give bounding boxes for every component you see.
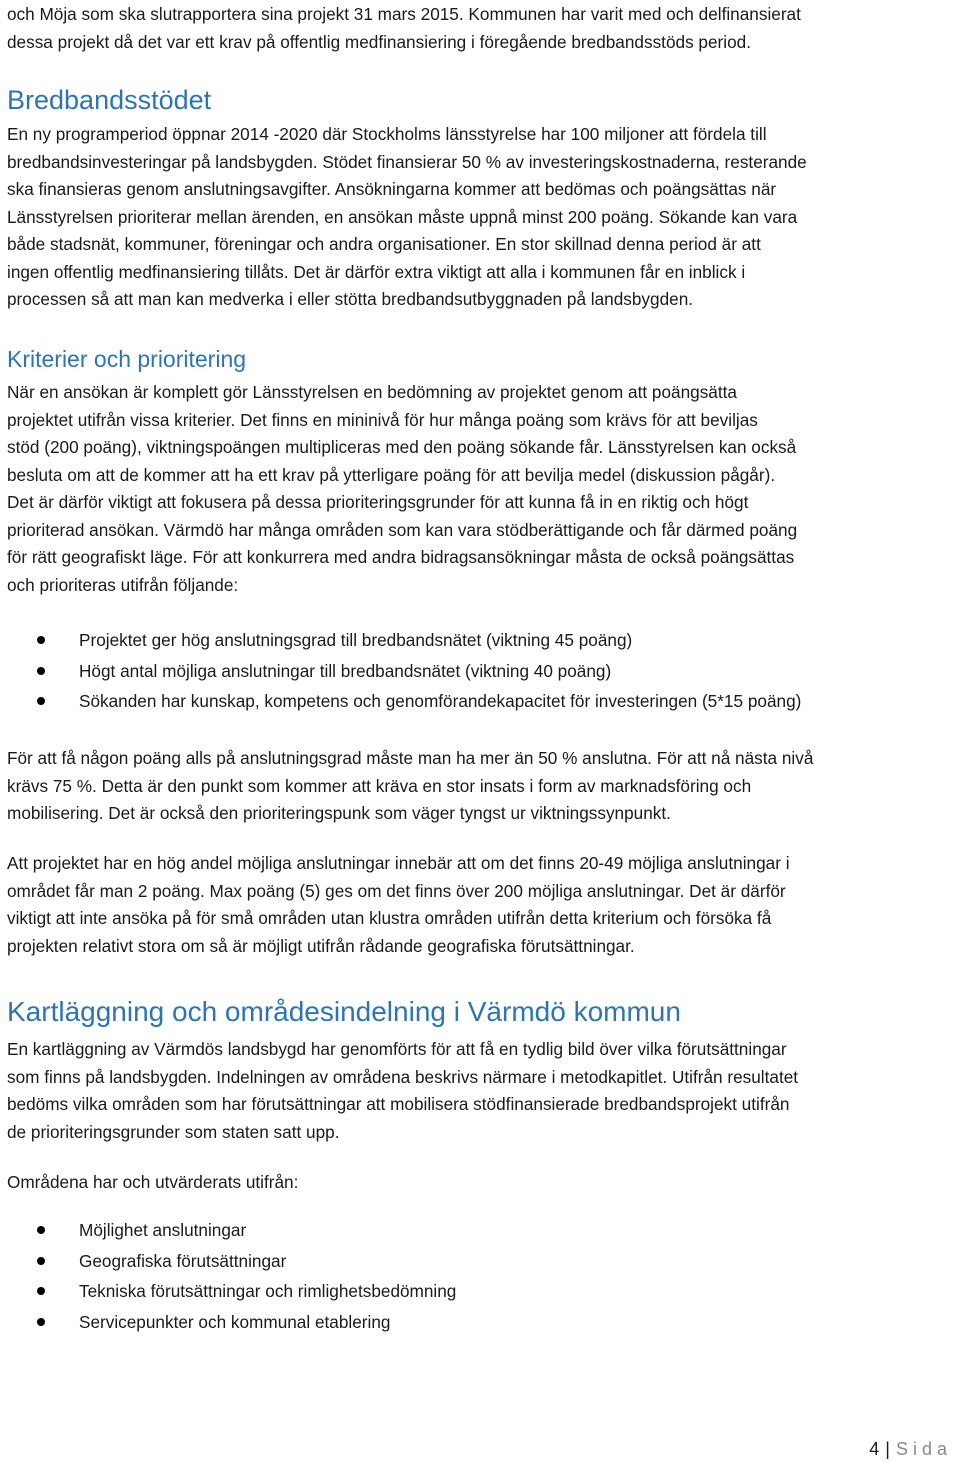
- intro-paragraph: [7, 1, 801, 56]
- list-item: [7, 1246, 955, 1277]
- text-line: stöd (200 poäng), viktningspoängen multipliceras med den poäng sökande får. Länsstyrelsen kan också: [7, 437, 797, 457]
- omradena-intro: Områdena har och utvärderats utifrån:: [7, 1172, 299, 1192]
- list-item: [7, 1307, 955, 1338]
- text-line: de prioriteringsgrunder som staten satt upp.: [7, 1121, 340, 1142]
- heading-kartlaggning: Kartläggning och områdesindelning i Värmdö kommun: [7, 996, 681, 1027]
- text-line: besluta om att de kommer att ha ett krav på ytterligare poäng för att bevilja medel (diskussion pågår).: [7, 464, 776, 485]
- page-number: 4: [869, 1439, 880, 1459]
- text-line: krävs 75 %. Detta är den punkt som kommer att kräva en stor insats i form av marknadsföring och: [7, 775, 752, 796]
- list-item: [7, 1276, 955, 1307]
- text-line: ska finansieras genom anslutningsavgifter. Ansökningarna kommer att bedömas och poängsättas när: [7, 179, 777, 199]
- text-line: Att projektet har en hög andel möjliga anslutningar innebär att om det finns 20-49 möjliga anslutningar i: [7, 853, 790, 873]
- text-line: När en ansökan är komplett gör Länsstyrelsen en bedömning av projektet genom att poängsätta: [7, 382, 737, 402]
- text-line: bredbandsinvesteringar på landsbygden. Stödet finansierar 50 % av investeringskostnaderna, resterande: [7, 151, 807, 172]
- list-item-text: Servicepunkter och kommunal etablering: [79, 1311, 391, 1332]
- kriterier-bullet-list: [7, 625, 955, 717]
- kartlaggning-paragraph: [7, 1036, 955, 1146]
- list-item: [7, 656, 955, 687]
- text-line: prioriterad ansökan. Värmdö har många områden som kan vara stödberättigande och får därmed poäng: [7, 519, 798, 540]
- text-line: området får man 2 poäng. Max poäng (5) ges om det finns över 200 möjliga anslutningar. Det är därför: [7, 880, 786, 901]
- text-line: projekten relativt stora om så är möjligt utifrån rådande geografiska förutsättningar.: [7, 935, 635, 956]
- page-label: Sida: [895, 1439, 952, 1459]
- text-line: både stadsnät, kommuner, föreningar och andra organisationer. En stor skillnad denna period är att: [7, 234, 761, 254]
- kartlaggning-bullet-list: [7, 1215, 955, 1337]
- bullet-icon: [37, 697, 45, 705]
- list-item-text: Projektet ger hög anslutningsgrad till bredbandsnätet (viktning 45 poäng): [79, 630, 633, 650]
- text-line: för rätt geografiskt läge. För att konkurrera med andra bidragsansökningar måsta de också poängsättas: [7, 547, 795, 567]
- bullet-icon: [37, 667, 45, 675]
- text-line: Det är därför viktigt att fokusera på dessa prioriteringsgrunder för att kunna få in en riktig och högt: [7, 492, 749, 512]
- text-line: ingen offentlig medfinansiering tillåts. Det är därför extra viktigt att alla i kommunen får en inblick i: [7, 261, 746, 282]
- anslutningar-paragraph: [7, 850, 955, 960]
- list-item-text: Tekniska förutsättningar och rimlighetsbedömning: [79, 1281, 457, 1301]
- text-line: dessa projekt då det var ett krav på offentlig medfinansiering i föregående bredbandsstöds period.: [7, 31, 751, 52]
- bullet-icon: [37, 1257, 45, 1265]
- bredbandsstodet-paragraph: [7, 121, 807, 314]
- list-item-text: Sökanden har kunskap, kompetens och genomförandekapacitet för investeringen (5*15 poäng): [79, 691, 802, 711]
- text-line: En ny programperiod öppnar 2014 -2020 där Stockholms länsstyrelse har 100 miljoner att fördela till: [7, 124, 767, 144]
- text-line: projektet utifrån vissa kriterier. Det finns en mininivå för hur många poäng som krävs för att beviljas: [7, 409, 758, 430]
- bullet-icon: [37, 1287, 45, 1295]
- text-line: och Möja som ska slutrapportera sina projekt 31 mars 2015. Kommunen har varit med och delfinansierat: [7, 4, 801, 24]
- heading-bredbandsstodet: Bredbandsstödet: [7, 85, 212, 115]
- list-item-text: Geografiska förutsättningar: [79, 1250, 287, 1271]
- list-item-text: Möjlighet anslutningar: [79, 1220, 247, 1240]
- list-item: [7, 625, 955, 656]
- text-line: bedöms vilka områden som har förutsättningar att mobilisera stödfinansierade bredbandsprojekt utifrån: [7, 1094, 790, 1114]
- list-item: [7, 1215, 955, 1246]
- text-line: som finns på landsbygden. Indelningen av områdena beskrivs närmare i metodkapitlet. Utifrån resultatet: [7, 1066, 799, 1087]
- list-item-text: Högt antal möjliga anslutningar till bredbandsnätet (viktning 40 poäng): [79, 660, 612, 681]
- text-line: En kartläggning av Värmdös landsbygd har genomförts för att få en tydlig bild över vilka förutsättningar: [7, 1039, 787, 1059]
- bullet-icon: [37, 636, 45, 644]
- heading-kriterier: Kriterier och prioritering: [7, 346, 247, 372]
- bullet-icon: [37, 1318, 45, 1326]
- kriterier-paragraph: [7, 379, 797, 599]
- text-line: Länsstyrelsen prioriterar mellan ärenden, en ansökan måste uppnå minst 200 poäng. Sökande kan vara: [7, 206, 798, 227]
- text-line: processen så att man kan medverka i eller stötta bredbandsutbyggnaden på landsbygden.: [7, 289, 694, 309]
- text-line: och prioriteras utifrån följande:: [7, 574, 239, 595]
- list-item: [7, 686, 955, 717]
- anslutningsgrad-paragraph: [7, 745, 955, 828]
- bullet-icon: [37, 1226, 45, 1234]
- text-line: viktigt att inte ansöka på för små områden utan klustra områden utifrån detta kriterium och försöka få: [7, 908, 772, 928]
- footer-separator: |: [885, 1439, 890, 1459]
- text-line: För att få någon poäng alls på anslutningsgrad måste man ha mer än 50 % anslutna. För att nå nästa nivå: [7, 748, 814, 768]
- text-line: mobilisering. Det är också den prioriteringspunk som väger tyngst ur viktningssynpunkt.: [7, 803, 671, 823]
- page-footer: [869, 1437, 952, 1461]
